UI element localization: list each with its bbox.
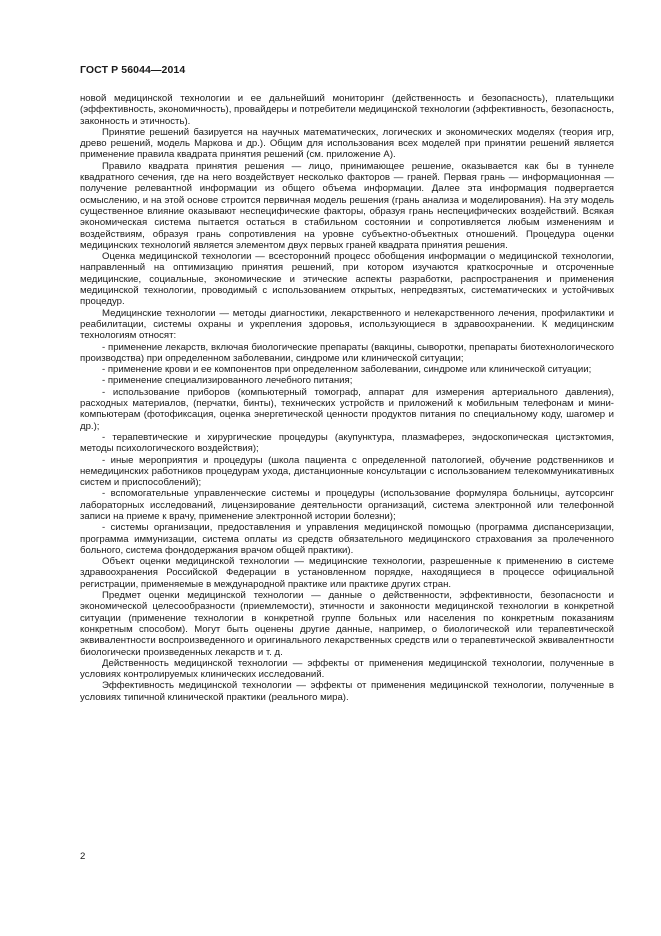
body-text bbox=[80, 93, 614, 703]
paragraph-continuation: новой медицинской технологии и ее дальнейший мониторинг (действенность и безопасность), плательщики (эффективность, экономичность), провайдеры и потребители медицинской технологии (эффективность, безопасность, законность и этичность). bbox=[80, 93, 614, 127]
paragraph-medical-technologies: Медицинские технологии — методы диагностики, лекарственного и нелекарственного лечения, профилактики и реабилитации, системы охраны и укрепления здоровья, использующиеся в здравоохранении. К медицинским технологиям относят: bbox=[80, 307, 614, 342]
paragraph-assessment-definition: Оценка медицинской технологии — всесторонний процесс обобщения информации о медицинской технологии, направленный на оптимизацию принятия решений, при котором изучаются краткосрочные и отсроченные медицинские, социальные, экономические и этические аспекты разработки, распространения и применения медицинской технологии, проводимый с использованием открытых, непредвзятых, систематических и устойчивых процедур. bbox=[80, 251, 614, 308]
list-item-devices: - использование приборов (компьютерный томограф, аппарат для измерения артериального давления), расходных материалов, (перчатки, бинты), технических устройств и приложений к мобильным телефонам и мини-компьютерам (фотофиксация, оценка энергетической ценности продуктов питания по специальному коду, шагомер и др.); bbox=[80, 386, 614, 432]
paragraph-decision-making: Принятие решений базируется на научных математических, логических и экономических моделях (теория игр, древо решений, модель Маркова и др.). Общим для использования всех моделей при принятии решений является применение правила квадрата принятия решений (см. приложение А). bbox=[80, 126, 614, 161]
paragraph-assessment-object: Объект оценки медицинской технологии — медицинские технологии, разрешенные к применению в системе здравоохранения Российской Федерации в установленном порядке, находящиеся в процессе официальной регистрации, применяемые в международной практике или практике других стран. bbox=[80, 556, 614, 590]
list-item-blood: - применение крови и ее компонентов при определенном заболевании, синдроме или клинической ситуации; bbox=[102, 364, 592, 376]
list-item-other-measures: - иные мероприятия и процедуры (школа пациента с определенной патологией, обучение родственников и немедицинских работников процедурам ухода, дистанционные консультации с использованием телекоммуникативных систем и приспособлений); bbox=[80, 454, 614, 489]
page-number: 2 bbox=[80, 851, 86, 862]
list-item-management-systems: - вспомогательные управленческие системы и процедуры (использование формуляра больницы, аутсорсинг лабораторных исследований, лицензирование деятельности организаций, система электронной или телефонной записи на приеме к врачу, применение электронной истории болезни); bbox=[80, 488, 614, 522]
paragraph-assessment-subject: Предмет оценки медицинской технологии — данные о действенности, эффективности, безопасности и экономической целесообразности (приемлемости), этичности и законности медицинской технологии в конкретной ситуации (применение технологии в конкретной группе больных или населения по конкретным показаниям конкретным способом). Могут быть оценены другие данные, например, о биологической или терапевтической эквивалентности воспроизведенного и оригинального лекарственных средств или о терапевтической эквивалентности биологически произведенных лекарств и т. д. bbox=[80, 590, 614, 658]
paragraph-effectiveness: Эффективность медицинской технологии — эффекты от применения медицинской технологии, полученные в условиях типичной клинической практики (реального мира). bbox=[80, 680, 614, 703]
paragraph-efficacy: Действенность медицинской технологии — эффекты от применения медицинской технологии, полученные в условиях контролируемых клинических исследований. bbox=[80, 657, 614, 681]
list-item-procedures: - терапевтические и хирургические процедуры (акупунктура, плазмаферез, эндоскопическая цистэктомия, методы психологического воздействия); bbox=[80, 431, 614, 455]
list-item-drugs: - применение лекарств, включая биологические препараты (вакцины, сыворотки, препараты биотехнологического производства) при определенном заболевании, синдроме или клинической ситуации; bbox=[80, 341, 614, 364]
standard-code-header: ГОСТ Р 56044—2014 bbox=[80, 64, 186, 76]
paragraph-decision-square-rule: Правило квадрата принятия решения — лицо, принимающее решение, оказывается как бы в туннеле квадратного сечения, где на него воздействует несколько факторов — граней. Первая грань — информационная — получение релевантной информации из общего объема информации. Далее эта информация подвергается осмыслению, и на этой основе строится первичная модель решения (грань анализа и моделирования). На эту модель существенное влияние оказывают неспецифические факторы, образуя грань неспецифических воздействий. Всякая экономическая система пытается остаться в стабильном состоянии и сопротивляется любым изменениям и воздействиям, образуя грань сопротивления на уровне субъектно-объектных отношений. Процедура оценки медицинских технологий является элементом двух первых граней квадрата принятия решения. bbox=[80, 160, 614, 251]
list-item-nutrition: - применение специализированного лечебного питания; bbox=[102, 375, 353, 387]
list-item-care-organization: - системы организации, предоставления и управления медицинской помощью (программа диспансеризации, программа иммунизации, система оплаты из средств обязательного медицинского страхования за пролеченного больного, система фондодержания врачом общей практики). bbox=[80, 522, 614, 556]
